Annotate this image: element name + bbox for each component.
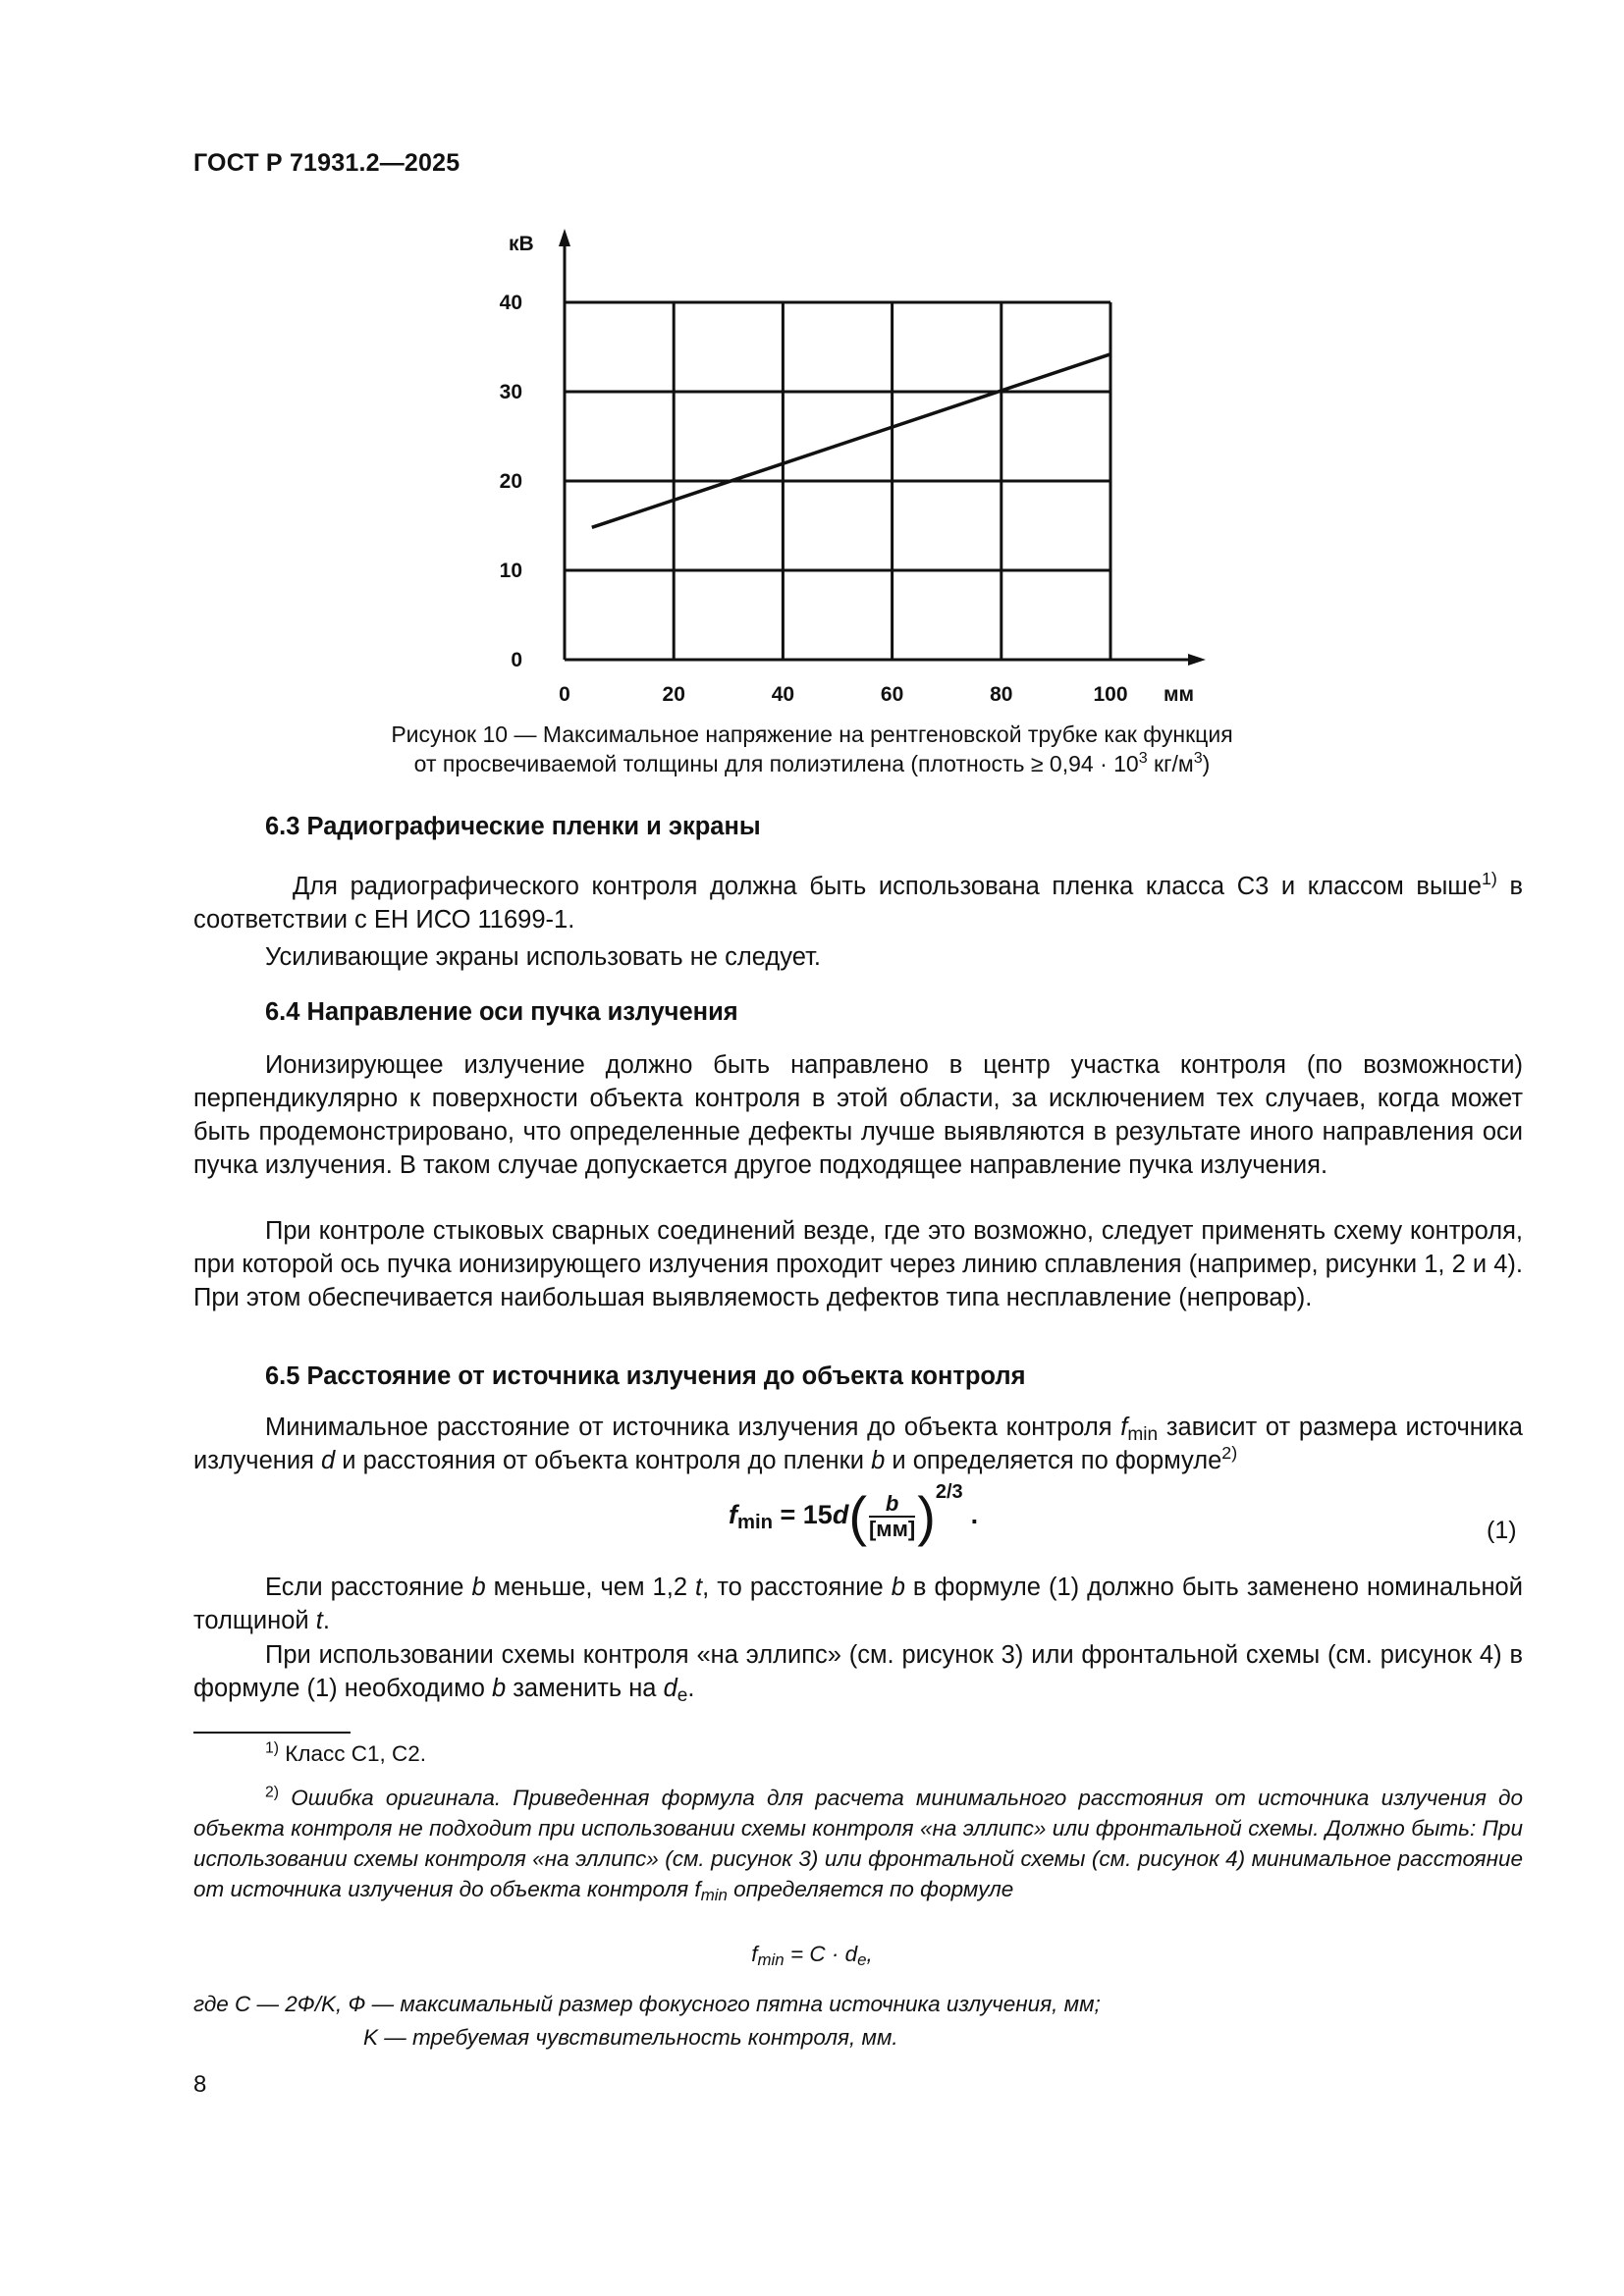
section-6-3-paragraph-1: Для радиографического контроля должна быть использована пленка класса С3 и классом выше$^{1)}$ в соответствии с ЕН ИСО 11699-1. [193, 869, 1524, 934]
formula-1-number: (1) [1487, 1517, 1517, 1544]
section-6-4-paragraph-1: Ионизирующее излучение должно быть направлено в центр участка контроля (по возможности) перпендикулярно к поверхности объекта контроля в этой области, за исключением тех случаев, когда может быть продемонстрировано, что определенные дефекты лучше выявляются в результате иного направления оси пучка излучения. В таком случае допускается другое подходящее направление пучка излучения. [193, 1051, 1523, 1179]
footnote-2-where-line1: где C — 2Ф/K, Ф — максимальный размер фокусного пятна источника излучения, мм; [193, 1992, 1101, 2016]
document-header: ГОСТ Р 71931.2—2025 [193, 149, 460, 177]
x-axis-label: мм [1164, 683, 1195, 706]
section-6-4-paragraph-2: При контроле стыковых сварных соединений везде, где это возможно, следует применять схему контроля, при которой ось пучка ионизирующего излучения проходит через линию сплавления (например, рисунки 1, 2 и 4). При этом обеспечивается наибольшая выявляемость дефектов типа несплавление (непровар). [193, 1217, 1523, 1311]
section-6-3-title: 6.3 Радиографические пленки и экраны [265, 813, 761, 840]
section-6-4-title: 6.4 Направление оси пучка излучения [265, 998, 738, 1026]
x-tick-label-100: 100 [1093, 683, 1128, 706]
y-axis-label: кВ [509, 233, 534, 255]
x-tick-label-80: 80 [990, 683, 1013, 706]
x-axis-arrow [1188, 654, 1206, 666]
series-line-0 [592, 354, 1110, 528]
y-tick-label-20: 20 [499, 470, 522, 493]
section-6-5-title: 6.5 Расстояние от источника излучения до объекта контроля [265, 1362, 1026, 1390]
figure-caption-line1: Рисунок 10 — Максимальное напряжение на рентгеновской трубке как функция [391, 721, 1233, 747]
y-tick-label-0: 0 [511, 649, 522, 671]
section-6-5-paragraph-3: При использовании схемы контроля «на эллипс» (см. рисунок 3) или фронтальной схемы (см. рисунок 4) в формуле (1) необходимо b заменить на $d_e$. [193, 1641, 1523, 1706]
y-tick-label-10: 10 [499, 560, 522, 582]
x-tick-label-40: 40 [771, 683, 795, 706]
voltage-thickness-chart [471, 221, 1218, 712]
footnote-1: $^{1)}$ Класс С1, С2. [265, 1739, 427, 1766]
section-6-3-paragraph-2: Усиливающие экраны использовать не следует. [265, 943, 822, 971]
footnote-2: $^{2)}$ Ошибка оригинала. Приведенная формула для расчета минимального расстояния от источника излучения до объекта контроля не подходит при использовании схемы контроля «на эллипс» или фронтальной схемы. Должно быть: При использовании схемы контроля «на эллипс» (см. рисунок 3) или фронтальной схемы (см. рисунок 4) минимальное расстояние от источника излучения до объекта контроля $f_{min}$ определяется по формуле [193, 1784, 1523, 1905]
y-tick-label-30: 30 [499, 381, 522, 403]
page-number: 8 [193, 2071, 207, 2098]
figure-caption-line2: от просвечиваемой толщины для полиэтилена (плотность ≥ $0,94 \cdot 10^3$ $кг/м^3$) [413, 749, 1211, 776]
y-axis-arrow [559, 229, 570, 246]
x-tick-label-60: 60 [880, 683, 904, 706]
footnote-2-formula: $f_{min} = C \cdot d_e$, [751, 1942, 873, 1970]
section-6-5-paragraph-1: Минимальное расстояние от источника излучения до объекта контроля $f_{min}$ зависит от размера источника излучения d и расстояния от объекта контроля до пленки b и определяется по формуле$^{2)}$ [193, 1414, 1523, 1474]
footnote-2-where-line2: K — требуемая чувствительность контроля, мм. [363, 2025, 898, 2050]
x-tick-label-20: 20 [662, 683, 685, 706]
figure-caption [272, 720, 1352, 778]
x-tick-label-0: 0 [559, 683, 570, 706]
footnote-separator [193, 1732, 351, 1734]
formula-1: $f_{min} = 15d$( $\frac{b}{[мм]}$ )$^{2/3}$. [729, 1481, 979, 1547]
section-6-5-paragraph-2: Если расстояние b меньше, чем 1,2 t, то расстояние b в формуле (1) должно быть заменено номинальной толщиной t. [193, 1574, 1523, 1634]
y-tick-label-40: 40 [499, 292, 522, 314]
